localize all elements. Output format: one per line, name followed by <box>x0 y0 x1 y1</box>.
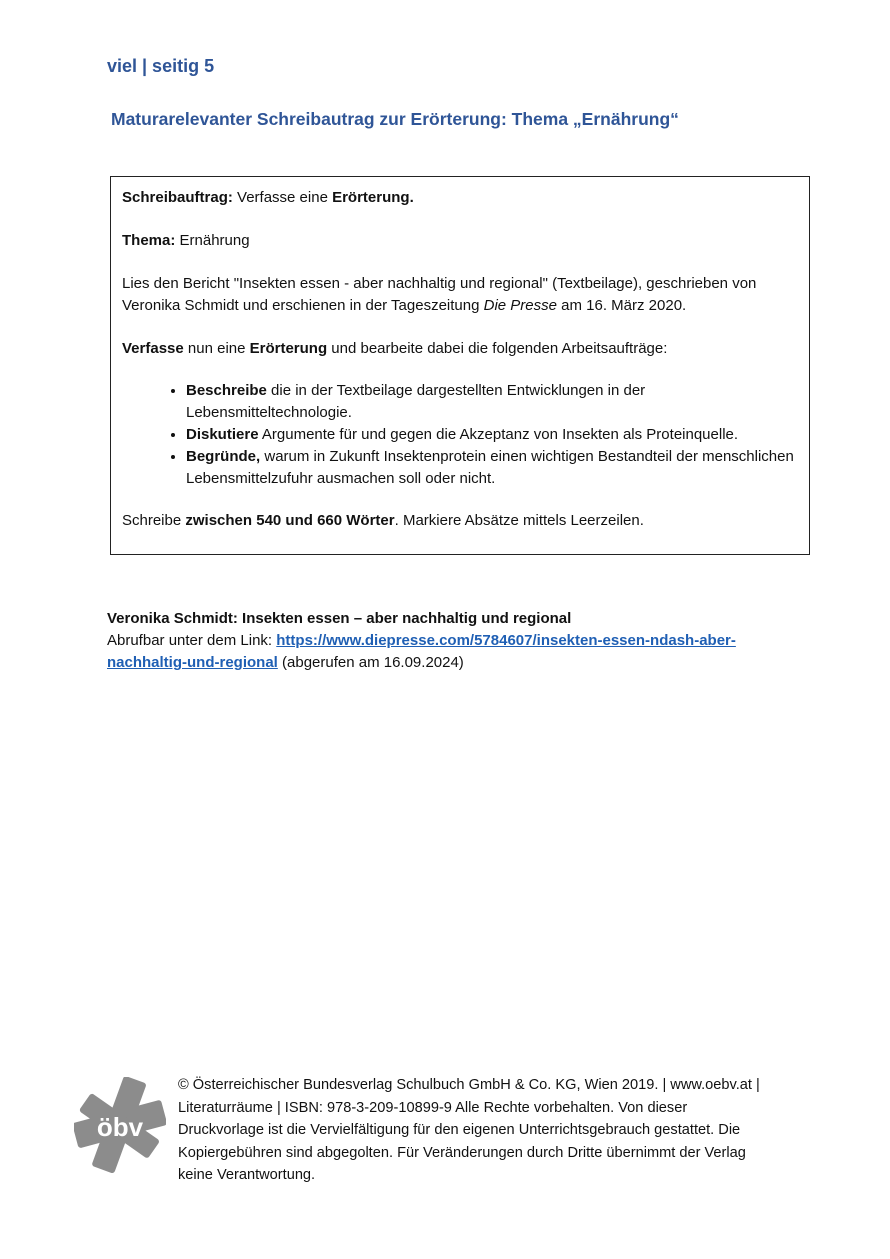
word-count-line <box>122 510 798 532</box>
source-section <box>107 608 797 674</box>
topic-text: Ernährung <box>175 232 250 249</box>
assignment-label: Schreibauftrag: <box>122 189 233 206</box>
bullet-text: die in der Textbeilage dargestellten Entwicklungen in der Lebensmitteltechnologie. <box>186 382 646 421</box>
instruction-line <box>122 338 798 360</box>
logo-text: öbv <box>96 1112 144 1142</box>
bullet-text: Argumente für und gegen die Akzeptanz von Insekten als Proteinquelle. <box>258 426 739 443</box>
page-title: Maturarelevanter Schreibautrag zur Erörterung: Thema „Ernährung“ <box>111 109 679 129</box>
instruction-bold-2: Erörterung <box>249 340 328 357</box>
bullet-bold: Begründe, <box>186 448 261 465</box>
topic-label: Thema: <box>122 232 176 249</box>
instruction-text-1: nun eine <box>183 340 250 357</box>
bullet-bold: Diskutiere <box>186 426 259 443</box>
assignment-line <box>122 187 798 209</box>
assignment-text: Verfasse eine <box>232 189 333 206</box>
bullet-item <box>186 446 798 490</box>
source-link-line <box>107 630 797 674</box>
brand-header: viel | seitig 5 <box>107 56 215 76</box>
bullet-text: warum in Zukunft Insektenprotein einen wichtigen Bestandteil der menschlichen Lebensmittelzufuhr ausmachen soll oder nicht. <box>186 448 794 487</box>
assignment-bold: Erörterung. <box>332 189 414 206</box>
final-bold: zwischen 540 und 660 Wörter <box>185 512 395 529</box>
intro-end: am 16. März 2020. <box>556 297 687 314</box>
copyright-footer: © Österreichischer Bundesverlag Schulbuch GmbH & Co. KG, Wien 2019. | www.oebv.at | Literaturräume | ISBN: 978-3-209-10899-9 Alle Rechte vorbehalten. Von dieser Druckvorlage ist die Vervielfältigung für den eigenen Unterrichtsgebrauch gestattet. Die Kopiergebühren sind abgegolten. Für Veränderungen durch Dritte übernimmt der Verlag keine Verantwortung. <box>178 1077 760 1183</box>
task-box <box>110 176 810 555</box>
bullet-bold: Beschreibe <box>186 382 267 399</box>
oebv-logo-icon <box>74 1077 166 1173</box>
instruction-bold-1: Verfasse <box>122 340 184 357</box>
final-text-2: . Markiere Absätze mittels Leerzeilen. <box>394 512 644 529</box>
intro-italic: Die Presse <box>483 297 557 314</box>
link-suffix: (abgerufen am 16.09.2024) <box>277 654 464 671</box>
task-bullet-list <box>122 380 798 490</box>
intro-paragraph <box>122 273 798 317</box>
topic-line <box>122 230 798 252</box>
source-heading: Veronika Schmidt: Insekten essen – aber nachhaltig und regional <box>107 610 572 627</box>
bullet-item <box>186 380 798 424</box>
link-prefix: Abrufbar unter dem Link: <box>107 632 277 649</box>
source-link[interactable]: https://www.diepresse.com/5784607/insekten-essen-ndash-aber-nachhaltig-und-regional <box>107 632 736 671</box>
final-text-1: Schreibe <box>122 512 186 529</box>
bullet-item <box>186 424 798 446</box>
intro-text: Lies den Bericht "Insekten essen - aber nachhaltig und regional" (Textbeilage), geschrieben von Veronika Schmidt und erschienen in der Tageszeitung <box>122 275 757 314</box>
instruction-text-2: und bearbeite dabei die folgenden Arbeitsaufträge: <box>327 340 668 357</box>
